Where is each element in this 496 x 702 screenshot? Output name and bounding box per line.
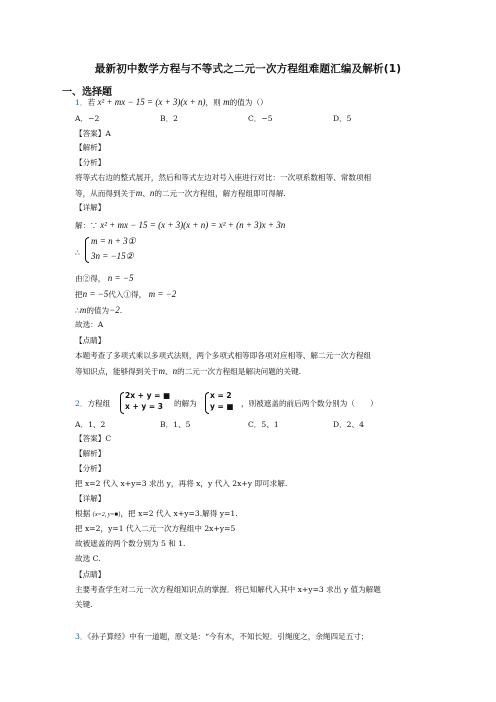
q1-option-a: A．−2 <box>75 114 100 123</box>
q1-from-eq2: 由②得， n = −5 <box>75 273 134 283</box>
q2-system-eq1: 2x + y = ■ <box>125 391 171 400</box>
q1-note-line1: 本题考查了多项式乘以多项式法则，两个多项式相等即各项对应相等、解二元一次方程组 <box>75 351 372 360</box>
q2-system-brace <box>120 392 124 414</box>
q2-detail-line2: 把 x=2，y=1 代入二元一次方程组中 2x+y=5 <box>75 524 236 533</box>
q2-analysis: 把 x=2 代入 x+y=3 求出 y，再将 x，y 代入 2x+y 即可求解. <box>75 479 288 488</box>
q1-jiexi-label: 【解析】 <box>75 143 106 152</box>
q1-analysis-line2: 等，从而得到关于m、n的二元一次方程组，解方程组即可得解. <box>75 188 286 198</box>
q3-stem: 3．《孙子算经》中有一道题，原文是：“今有木，不知长短．引绳度之，余绳四足五寸； <box>75 632 369 641</box>
q2-solution-y: y = ■ <box>210 402 234 411</box>
q1-option-d: D．5 <box>333 114 352 123</box>
q1-dianjing-label: 【点睛】 <box>75 336 106 345</box>
q3-number: 3． <box>75 632 88 641</box>
q1-xiangjie-label: 【详解】 <box>75 203 106 212</box>
q1-stem: 1．若 x² + mx − 15 = (x + 3)(x + n)，则 m的值为（） <box>75 97 268 107</box>
q2-dianjing-label: 【点睛】 <box>75 570 106 579</box>
q1-solution-line: 解：∵ x² + mx − 15 = (x + 3)(x + n) = x² + (n + 3)x + 3n <box>75 220 286 230</box>
q2-stem-mid: 的解为 <box>174 399 197 408</box>
q1-system-brace <box>85 237 89 263</box>
q1-note-line2: 等知识点，能够得到关于m、n的二元一次方程组是解决问题的关键. <box>75 366 302 376</box>
q2-system-eq2: x + y = 3 <box>125 402 163 411</box>
q2-choice: 故选 C. <box>75 554 101 563</box>
q1-equation: x² + mx − 15 = (x + 3)(x + n) <box>97 97 206 107</box>
q2-jiexi-label: 【解析】 <box>75 449 106 458</box>
q2-fenxi-label: 【分析】 <box>75 464 106 473</box>
q1-fenxi-label: 【分析】 <box>75 158 106 167</box>
q1-system-eq1: m = n + 3① <box>91 236 136 246</box>
q2-solution-brace <box>205 392 209 414</box>
q2-option-a: A．1、2 <box>75 420 106 429</box>
q2-detail-line1: 根据 {x=2, y=■}，把 x=2 代入 x+y=3.解得 y=1. <box>75 509 238 518</box>
q2-xiangjie-label: 【详解】 <box>75 494 106 503</box>
q2-detail-line3: 故被遮盖的两个数分别为 5 和 1. <box>75 539 186 548</box>
q2-stem-start: 2．方程组 <box>75 399 111 408</box>
q2-stem-end: ，则被遮盖的前后两个数分别为（ ） <box>241 399 378 408</box>
q1-option-b: B．2 <box>160 114 179 123</box>
q1-choice: 故选：A <box>75 320 104 329</box>
q1-value: ∴m的值为−2. <box>75 305 123 315</box>
document-title: 最新初中数学方程与不等式之二元一次方程组难题汇编及解析(1) <box>94 63 402 75</box>
q1-system-eq2: 3n = −15② <box>91 251 134 261</box>
q1-number: 1． <box>75 98 88 107</box>
q1-substitute: 把n = −5代入①得， m = −2 <box>75 289 177 299</box>
q1-option-c: C．−5 <box>248 114 273 123</box>
q1-solution-equation: x² + mx − 15 = (x + 3)(x + n) = x² + (n + 3)x + 3n <box>100 220 286 230</box>
q2-note-line2: 关键. <box>75 600 93 609</box>
therefore-symbol: ∴ <box>75 248 80 257</box>
q2-solution-x: x = 2 <box>210 391 232 400</box>
q2-option-d: D．2、4 <box>333 420 364 429</box>
q2-note-line1: 主要考查学生对二元一次方程组知识点的掌握．将已知解代入其中 x+y=3 求出 y 值为解题 <box>75 585 381 594</box>
q2-number: 2． <box>75 399 88 408</box>
q2-option-c: C．5、1 <box>248 420 279 429</box>
q1-analysis-line1: 将等式右边的整式展开，然后和等式左边对号入座进行对比：一次项系数相等、常数项相 <box>75 173 372 182</box>
q2-option-b: B．1、5 <box>160 420 191 429</box>
section-heading: 一、选择题 <box>62 87 112 98</box>
q1-answer: 【答案】A <box>75 129 111 138</box>
q2-answer: 【答案】C <box>75 434 112 443</box>
